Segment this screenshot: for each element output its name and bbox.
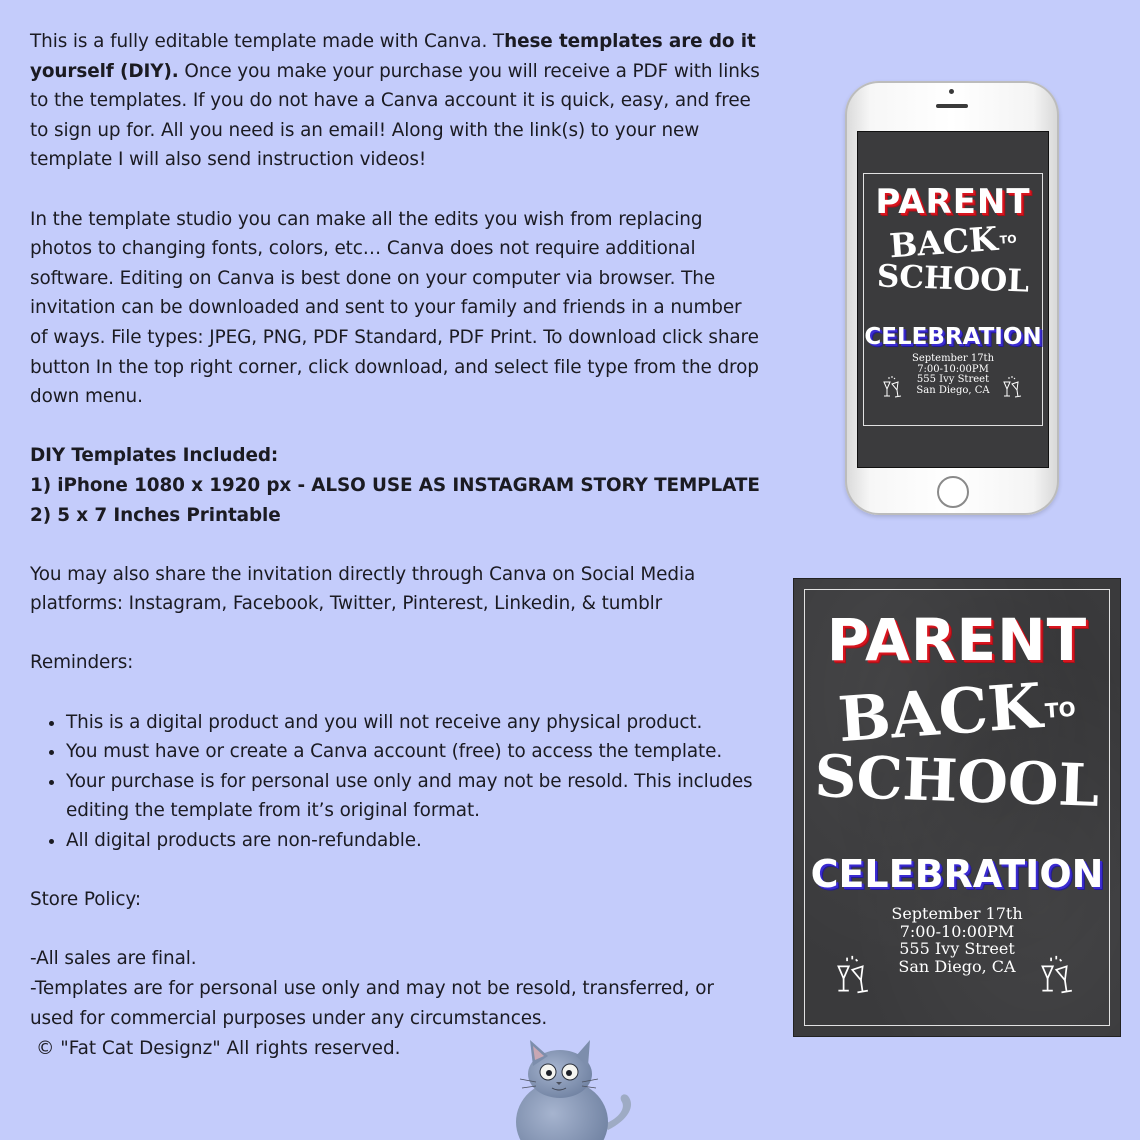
- phone-home-button: [937, 476, 969, 508]
- event-time: 7:00-10:00PM: [899, 921, 1015, 941]
- reminder-item: • All digital products are non-refundable.: [66, 826, 760, 856]
- event-street: 555 Ivy Street: [916, 374, 990, 385]
- phone-speaker: [936, 104, 968, 108]
- policy-heading: Store Policy:: [30, 889, 141, 911]
- editing-paragraph: In the template studio you can make all the edits you wish from replacing photos to changing fonts, colors, etc… Canva does not require additional software. Editing on Canva is best done on your computer via browser. The invitation can be downloaded and sent to your family and friends in a number of ways. File types: JPEG, PNG, PDF Standard, PDF Print. To download click share button In the top right corner, click download, and select file type from the drop down menu.: [30, 208, 759, 408]
- event-city: San Diego, CA: [898, 956, 1016, 976]
- school-word: SCHOOL: [813, 742, 1101, 820]
- phone-invitation-preview: [857, 131, 1049, 468]
- description-text: [30, 27, 760, 1063]
- celebration-title: CELEBRATION: [810, 852, 1104, 896]
- to-word: TO: [1044, 696, 1077, 723]
- policy-list: [30, 944, 760, 1033]
- reminder-item: • This is a digital product and you will not receive any physical product.: [66, 708, 760, 738]
- share-paragraph: You may also share the invitation directly through Canva on Social Media platforms: Instagram, Facebook, Twitter, Pinterest, Linkedin, & tumblr: [30, 563, 696, 615]
- intro-paragraph: [30, 27, 760, 175]
- reminder-item: • You must have or create a Canva account (free) to access the template.: [66, 737, 760, 767]
- back-word: BACK: [835, 669, 1045, 757]
- parent-title: PARENT: [875, 182, 1031, 222]
- champagne-glasses-icon: [878, 372, 908, 402]
- copyright-notice: © "Fat Cat Designz" All rights reserved.: [36, 1038, 401, 1059]
- intro-text-start: This is a fully editable template made with Canva. T: [30, 31, 505, 52]
- intro-text-end: Once you make your purchase you will receive a PDF with links to the templates. If you do not have a Canva account it is quick, easy, and free to sign up for. All you need is an email! Along with the link(s) to your new template I will also send instruction videos!: [30, 60, 760, 171]
- school-word: SCHOOL: [876, 258, 1030, 300]
- champagne-glasses-icon: [828, 949, 880, 1001]
- included-item: 2) 5 x 7 Inches Printable: [30, 504, 281, 526]
- policy-item: -All sales are final.: [30, 948, 197, 970]
- event-time: 7:00-10:00PM: [917, 363, 989, 375]
- included-section: [30, 441, 760, 530]
- reminder-item: • Your purchase is for personal use only and may not be resold. This includes editing the template from it’s original format.: [66, 767, 760, 826]
- back-word: BACK: [888, 218, 999, 266]
- back-to-school-title: [794, 669, 1120, 820]
- policy-item: -Templates are for personal use only and may not be resold, transferred, or used for commercial purposes under any circumstances.: [30, 978, 714, 1029]
- phone-mockup: [845, 81, 1059, 515]
- back-to-school-title: [858, 218, 1048, 300]
- reminders-list: [30, 708, 760, 856]
- included-item: 1) iPhone 1080 x 1920 px - ALSO USE AS INSTAGRAM STORY TEMPLATE: [30, 474, 760, 496]
- included-heading: DIY Templates Included:: [30, 445, 279, 467]
- parent-title: PARENT: [826, 606, 1088, 674]
- event-city: San Diego, CA: [916, 384, 990, 396]
- event-date: September 17th: [891, 904, 1023, 923]
- to-word: TO: [999, 232, 1017, 247]
- printable-invitation-preview: [793, 578, 1121, 1037]
- intro-text-bold: hese templates are do it yourself (DIY).: [30, 31, 756, 82]
- event-date: September 17th: [911, 353, 995, 364]
- champagne-glasses-icon: [998, 372, 1028, 402]
- champagne-glasses-icon: [1032, 949, 1084, 1001]
- event-street: 555 Ivy Street: [899, 939, 1015, 958]
- phone-camera: [949, 89, 954, 94]
- reminders-heading: Reminders:: [30, 652, 134, 674]
- fat-cat-mascot-icon: [500, 1034, 640, 1140]
- celebration-title: CELEBRATION: [864, 324, 1042, 350]
